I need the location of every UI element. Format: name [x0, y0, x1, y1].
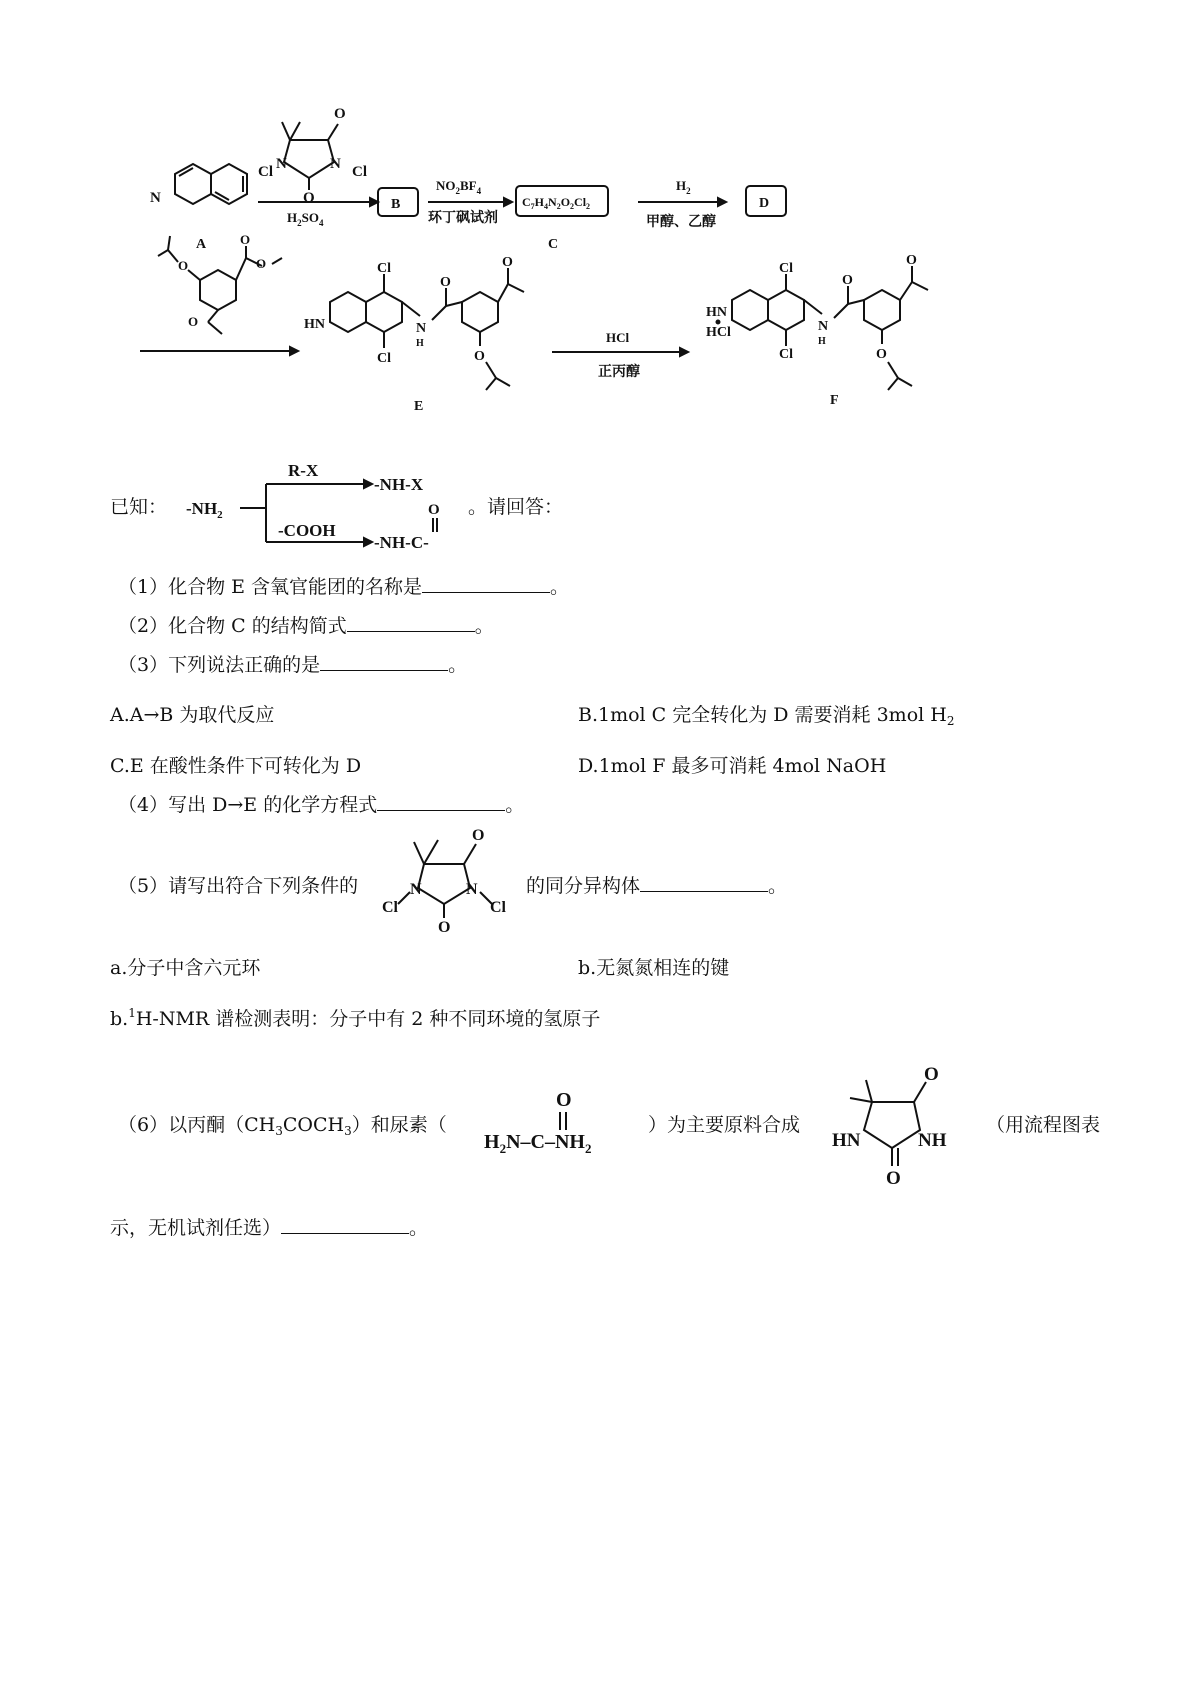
svg-text:O: O [188, 314, 199, 329]
box-d: D [759, 196, 770, 211]
svg-text:Cl: Cl [382, 899, 398, 916]
svg-text:Cl: Cl [779, 261, 793, 276]
option-d: D.1mol F 最多可消耗 4mol NaOH [578, 755, 887, 777]
compound-e [304, 255, 524, 390]
reagent-ef-bottom: 正丙醇 [598, 365, 640, 380]
svg-text:N: N [330, 156, 341, 172]
known-top-reagent: R-X [288, 461, 319, 480]
known-top-product: -NH-X [374, 475, 424, 494]
svg-text:N: N [150, 190, 161, 206]
svg-text:N: N [818, 319, 829, 334]
svg-text:O: O [428, 502, 440, 518]
label-f: F [830, 393, 839, 408]
option-c: C.E 在酸性条件下可转化为 D [110, 755, 362, 777]
known-bottom-product: -NH-C- [374, 533, 429, 552]
svg-text:O: O [842, 273, 853, 288]
svg-text:N: N [466, 881, 478, 898]
svg-text:H2N–C–NH2: $H_2N-C-NH_2$ [484, 1131, 592, 1156]
svg-text:O: O [334, 106, 346, 122]
svg-text:HCl: HCl [706, 325, 731, 340]
dcdmh-reagent [258, 106, 367, 206]
svg-text:HN: HN [832, 1130, 861, 1151]
known-reaction [178, 450, 478, 556]
answer-blank-3[interactable] [320, 652, 448, 671]
answer-blank-5[interactable] [640, 873, 768, 892]
svg-text:N: N [276, 156, 287, 172]
label-c: C [548, 237, 559, 252]
dimethylhydantoin-structure [826, 1050, 976, 1200]
svg-text:HN: HN [304, 317, 325, 332]
svg-text:O: O [886, 1168, 901, 1189]
svg-text:O: O [906, 253, 917, 268]
question-6-pre: （6）以丙酮$(CH_3COCH_3)$和尿素（ [118, 1114, 447, 1138]
svg-text:O: O [440, 275, 451, 290]
svg-text:O: O [876, 347, 887, 362]
question-6-mid: ）为主要原料合成 [648, 1114, 801, 1136]
box-c: $C_7H_4N_2O_2Cl_2$ [522, 195, 591, 211]
known-bottom-reagent: -COOH [278, 521, 336, 540]
svg-text:Cl: Cl [779, 347, 793, 362]
svg-text:Cl: Cl [352, 164, 367, 180]
answer-blank-4[interactable] [377, 792, 505, 811]
svg-text:N: N [410, 881, 422, 898]
svg-text:O: O [924, 1064, 939, 1085]
answer-blank-6[interactable] [281, 1215, 409, 1234]
label-e: E [414, 399, 424, 414]
question-3: （3）下列说法正确的是 。 [118, 654, 468, 676]
reagent-cd-top: $H_2$ [676, 178, 691, 196]
label-a: A [196, 237, 207, 252]
svg-text:Cl: Cl [258, 164, 273, 180]
compound-f [706, 253, 928, 390]
known-suffix: 。请回答： [468, 496, 564, 518]
reagent-bc-bottom: 环丁砜试剂 [428, 211, 498, 226]
svg-text:Cl: Cl [377, 261, 391, 276]
compound-a [150, 164, 247, 206]
reagent-cd-bottom: 甲醇、乙醇 [646, 215, 716, 230]
svg-text:O: O [438, 919, 451, 936]
answer-blank-1[interactable] [422, 574, 550, 593]
ester-reagent [158, 232, 282, 334]
option-b: B.1mol C 完全转化为 D 需要消耗 3mol $H_2$ [578, 704, 955, 728]
reagent-ab: $H_2SO_4$ [287, 210, 324, 228]
svg-text:O: O [178, 258, 189, 273]
reagent-bc-top: $NO_2BF_4$ [436, 178, 482, 196]
svg-text:NH: NH [918, 1130, 947, 1151]
svg-text:O: O [240, 232, 251, 247]
question-5-pre: （5）请写出符合下列条件的 [118, 875, 359, 897]
svg-text:-NH2: $-NH_2$ [186, 499, 223, 521]
svg-text:N: N [416, 321, 427, 336]
svg-text:HN: HN [706, 305, 727, 320]
condition-b: b.无氮氮相连的键 [578, 957, 730, 979]
question-6-post: （用流程图表 [986, 1114, 1101, 1136]
svg-text:O: O [502, 255, 513, 270]
question-2: （2）化合物 C 的结构简式 。 [118, 615, 494, 637]
urea-structure [480, 1080, 650, 1170]
svg-text:O: O [556, 1089, 572, 1111]
reaction-scheme [0, 90, 1200, 420]
known-prefix: 已知： [110, 496, 168, 518]
svg-text:Cl: Cl [377, 351, 391, 366]
svg-text:O: O [256, 256, 267, 271]
svg-text:O: O [474, 349, 485, 364]
question-1: （1）化合物 E 含氧官能团的名称是 。 [118, 576, 570, 598]
svg-text:H: H [818, 336, 826, 347]
question-4: （4）写出 D→E 的化学方程式 。 [118, 794, 525, 816]
svg-text:O: O [472, 827, 485, 844]
box-b: B [391, 197, 401, 212]
reagent-ef-top: HCl [606, 330, 630, 345]
question-6-line2: 示，无机试剂任选） 。 [110, 1217, 429, 1239]
question-5-post: 的同分异构体 。 [526, 875, 788, 897]
dcdmh-structure [380, 820, 530, 942]
svg-text:H: H [416, 338, 424, 349]
svg-text:O: O [303, 190, 315, 206]
condition-a: a.分子中含六元环 [110, 957, 261, 979]
svg-text:Cl: Cl [490, 899, 506, 916]
condition-c: b.$^1$H-NMR 谱检测表明：分子中有 2 种不同环境的氢原子 [110, 1006, 601, 1030]
answer-blank-2[interactable] [347, 613, 475, 632]
option-a: A.A→B 为取代反应 [110, 704, 275, 726]
